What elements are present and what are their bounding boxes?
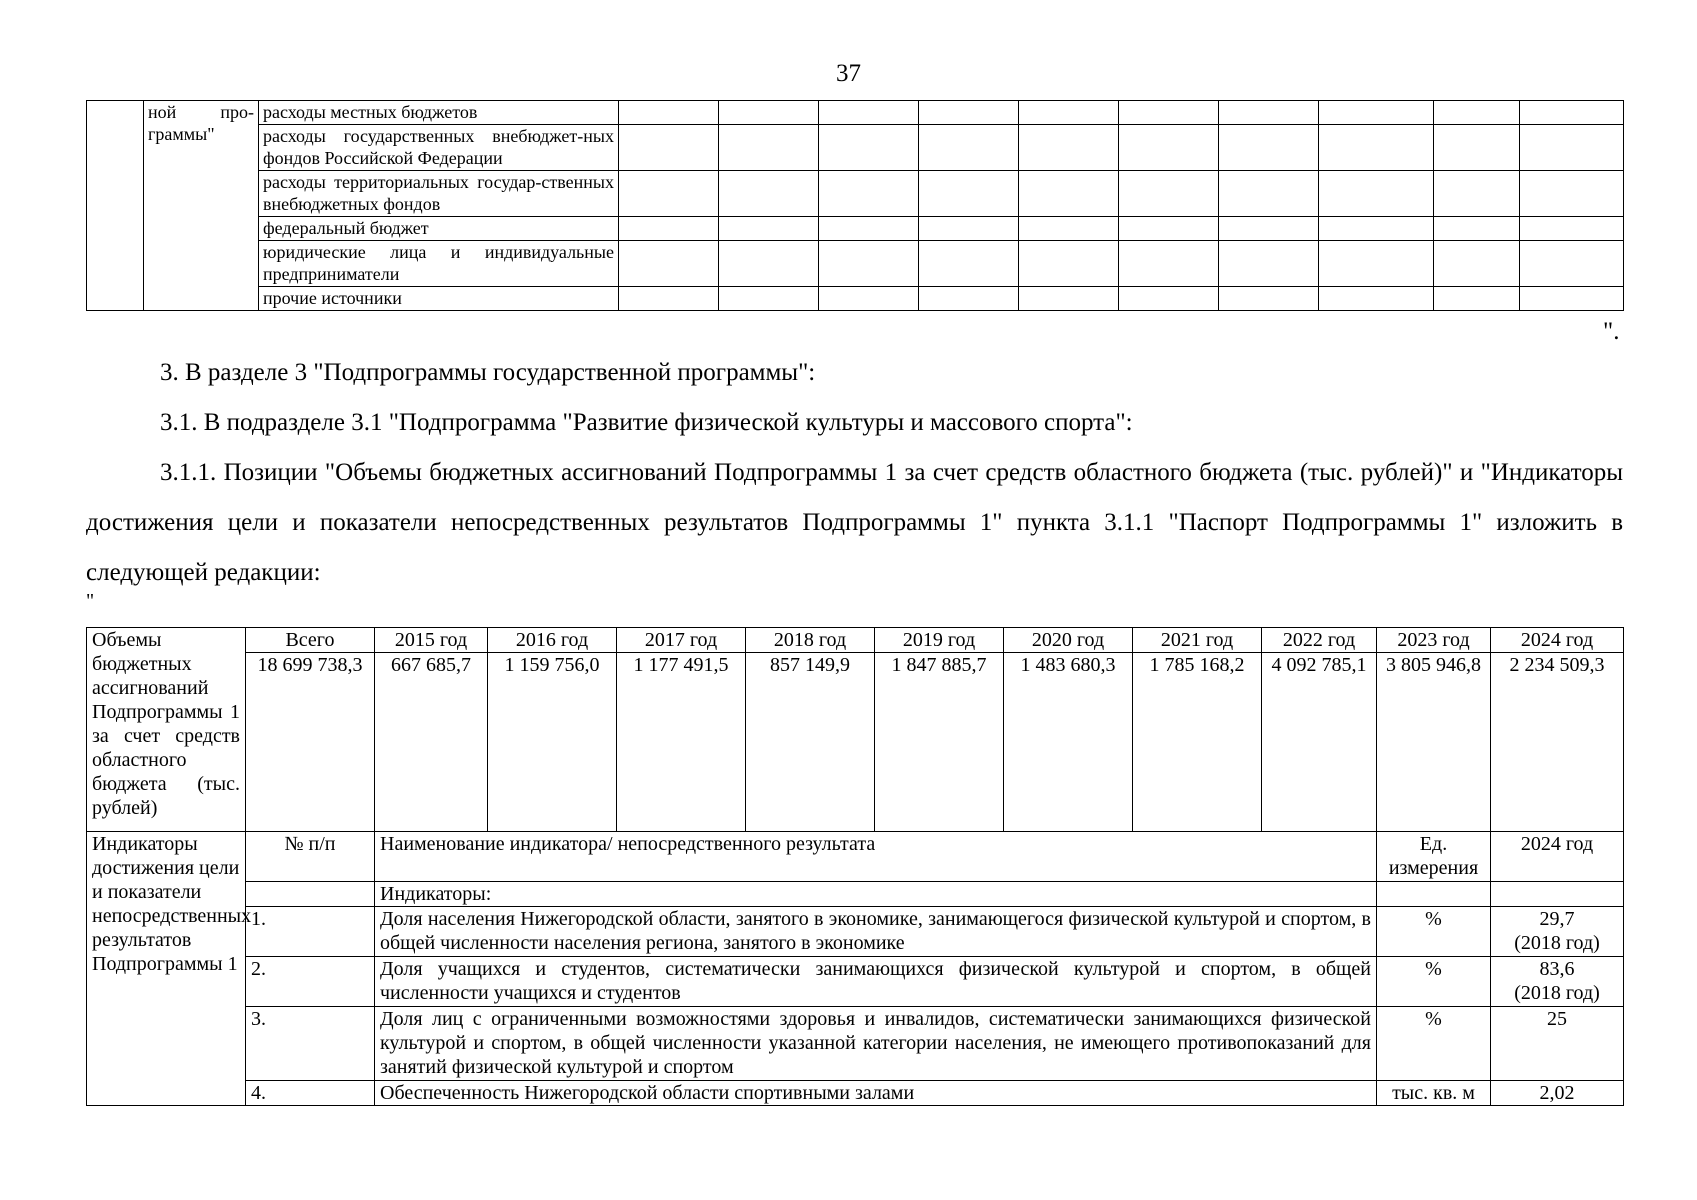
budget-value: 857 149,9 bbox=[746, 653, 875, 832]
funding-sources-table bbox=[86, 100, 1624, 311]
indicator-number: 4. bbox=[246, 1081, 375, 1106]
indicator-name: Обеспеченность Нижегородской области спортивными залами bbox=[375, 1081, 1377, 1106]
indicator-row bbox=[87, 1007, 1624, 1081]
opening-quote: " bbox=[86, 590, 95, 612]
budget-header: 2022 год bbox=[1262, 628, 1377, 653]
indicator-value: 25 bbox=[1547, 1008, 1567, 1030]
indicators-label: Индикаторы достижения цели и показатели непосредственных результатов Подпрограммы 1 bbox=[87, 832, 246, 1106]
source-row-label: расходы территориальных государ-ственных внебюджетных фондов bbox=[259, 171, 619, 217]
passport-table bbox=[86, 627, 1624, 1106]
budget-value: 18 699 738,3 bbox=[246, 653, 375, 832]
budget-header: 2021 год bbox=[1133, 628, 1262, 653]
budget-value: 3 805 946,8 bbox=[1377, 653, 1491, 832]
budget-value: 2 234 509,3 bbox=[1491, 653, 1624, 832]
paragraph-section-3: 3. В разделе 3 "Подпрограммы государственной программы": bbox=[160, 359, 816, 386]
col-unit-header: Ед. измерения bbox=[1377, 832, 1491, 882]
budget-value: 1 847 885,7 bbox=[875, 653, 1004, 832]
budget-label: Объемы бюджетных ассигнований Подпрограммы 1 за счет средств областного бюджета (тыс. рублей) bbox=[87, 628, 246, 832]
budget-header: 2024 год bbox=[1491, 628, 1624, 653]
indicator-value-cell bbox=[1491, 1007, 1624, 1081]
indicator-name: Доля учащихся и студентов, систематически занимающихся физической культурой и спортом, в общей численности учащихся и студентов bbox=[375, 957, 1377, 1007]
indicator-note: (2018 год) bbox=[1514, 982, 1600, 1004]
budget-value: 4 092 785,1 bbox=[1262, 653, 1377, 832]
indicator-value-cell bbox=[1491, 907, 1624, 957]
indicators-section-label: Индикаторы: bbox=[375, 882, 1377, 907]
budget-header: 2018 год bbox=[746, 628, 875, 653]
indicator-number: 1. bbox=[246, 907, 375, 957]
indicator-number: 2. bbox=[246, 957, 375, 1007]
indicator-unit: % bbox=[1377, 1007, 1491, 1081]
col-year-header: 2024 год bbox=[1491, 832, 1624, 882]
budget-header: 2017 год bbox=[617, 628, 746, 653]
budget-value: 1 177 491,5 bbox=[617, 653, 746, 832]
budget-value: 1 159 756,0 bbox=[488, 653, 617, 832]
closing-quote: ". bbox=[1603, 318, 1620, 345]
indicator-note: (2018 год) bbox=[1514, 932, 1600, 954]
budget-header: 2023 год bbox=[1377, 628, 1491, 653]
page-number: 37 bbox=[836, 60, 861, 87]
indicator-row bbox=[87, 907, 1624, 957]
col-name-header: Наименование индикатора/ непосредственного результата bbox=[375, 832, 1377, 882]
paragraph-subsection-3-1: 3.1. В подразделе 3.1 "Подпрограмма "Развитие физической культуры и массового спорта": bbox=[160, 409, 1133, 436]
indicator-unit: % bbox=[1377, 957, 1491, 1007]
budget-value: 1 785 168,2 bbox=[1133, 653, 1262, 832]
source-row-label: прочие источники bbox=[259, 287, 619, 311]
budget-header: 2016 год bbox=[488, 628, 617, 653]
indicator-name: Доля лиц с ограниченными возможностями здоровья и инвалидов, систематически занимающихся физической культурой и спортом, в общей численности указанной категории населения, не имеющего противопоказаний для занятий физической культурой и спортом bbox=[375, 1007, 1377, 1081]
source-row-label: расходы государственных внебюджет-ных фондов Российской Федерации bbox=[259, 125, 619, 171]
indicator-row bbox=[87, 957, 1624, 1007]
indicator-row bbox=[87, 1081, 1624, 1106]
budget-value: 667 685,7 bbox=[375, 653, 488, 832]
indicator-value: 83,6 bbox=[1539, 958, 1575, 980]
budget-header: 2019 год bbox=[875, 628, 1004, 653]
empty-number-cell bbox=[87, 101, 144, 311]
budget-header: 2015 год bbox=[375, 628, 488, 653]
budget-header: Всего bbox=[246, 628, 375, 653]
paragraph-item-3-1-1: 3.1.1. Позиции "Объемы бюджетных ассигнований Подпрограммы 1 за счет средств областного бюджета (тыс. рублей)" и "Индикаторы достижения цели и показатели непосредственных результатов Подпрограммы 1" пункта 3.1.1 "Паспорт Подпрограммы 1" изложить в следующей редакции: bbox=[86, 459, 1623, 586]
program-label: ной про-граммы" bbox=[144, 101, 259, 311]
indicator-value-cell bbox=[1491, 957, 1624, 1007]
indicator-value: 29,7 bbox=[1539, 908, 1575, 930]
indicator-value: 2,02 bbox=[1539, 1082, 1575, 1104]
budget-header: 2020 год bbox=[1004, 628, 1133, 653]
source-row-label: расходы местных бюджетов bbox=[259, 101, 619, 125]
indicator-number: 3. bbox=[246, 1007, 375, 1081]
indicator-name: Доля населения Нижегородской области, занятого в экономике, занимающегося физической культурой и спортом, в общей численности населения региона, занятого в экономике bbox=[375, 907, 1377, 957]
col-number-header: № п/п bbox=[246, 832, 375, 882]
indicator-unit: % bbox=[1377, 907, 1491, 957]
budget-value: 1 483 680,3 bbox=[1004, 653, 1133, 832]
source-row-label: юридические лица и индивидуальные предприниматели bbox=[259, 241, 619, 287]
indicator-value-cell bbox=[1491, 1081, 1624, 1106]
indicator-unit: тыс. кв. м bbox=[1377, 1081, 1491, 1106]
source-row-label: федеральный бюджет bbox=[259, 217, 619, 241]
